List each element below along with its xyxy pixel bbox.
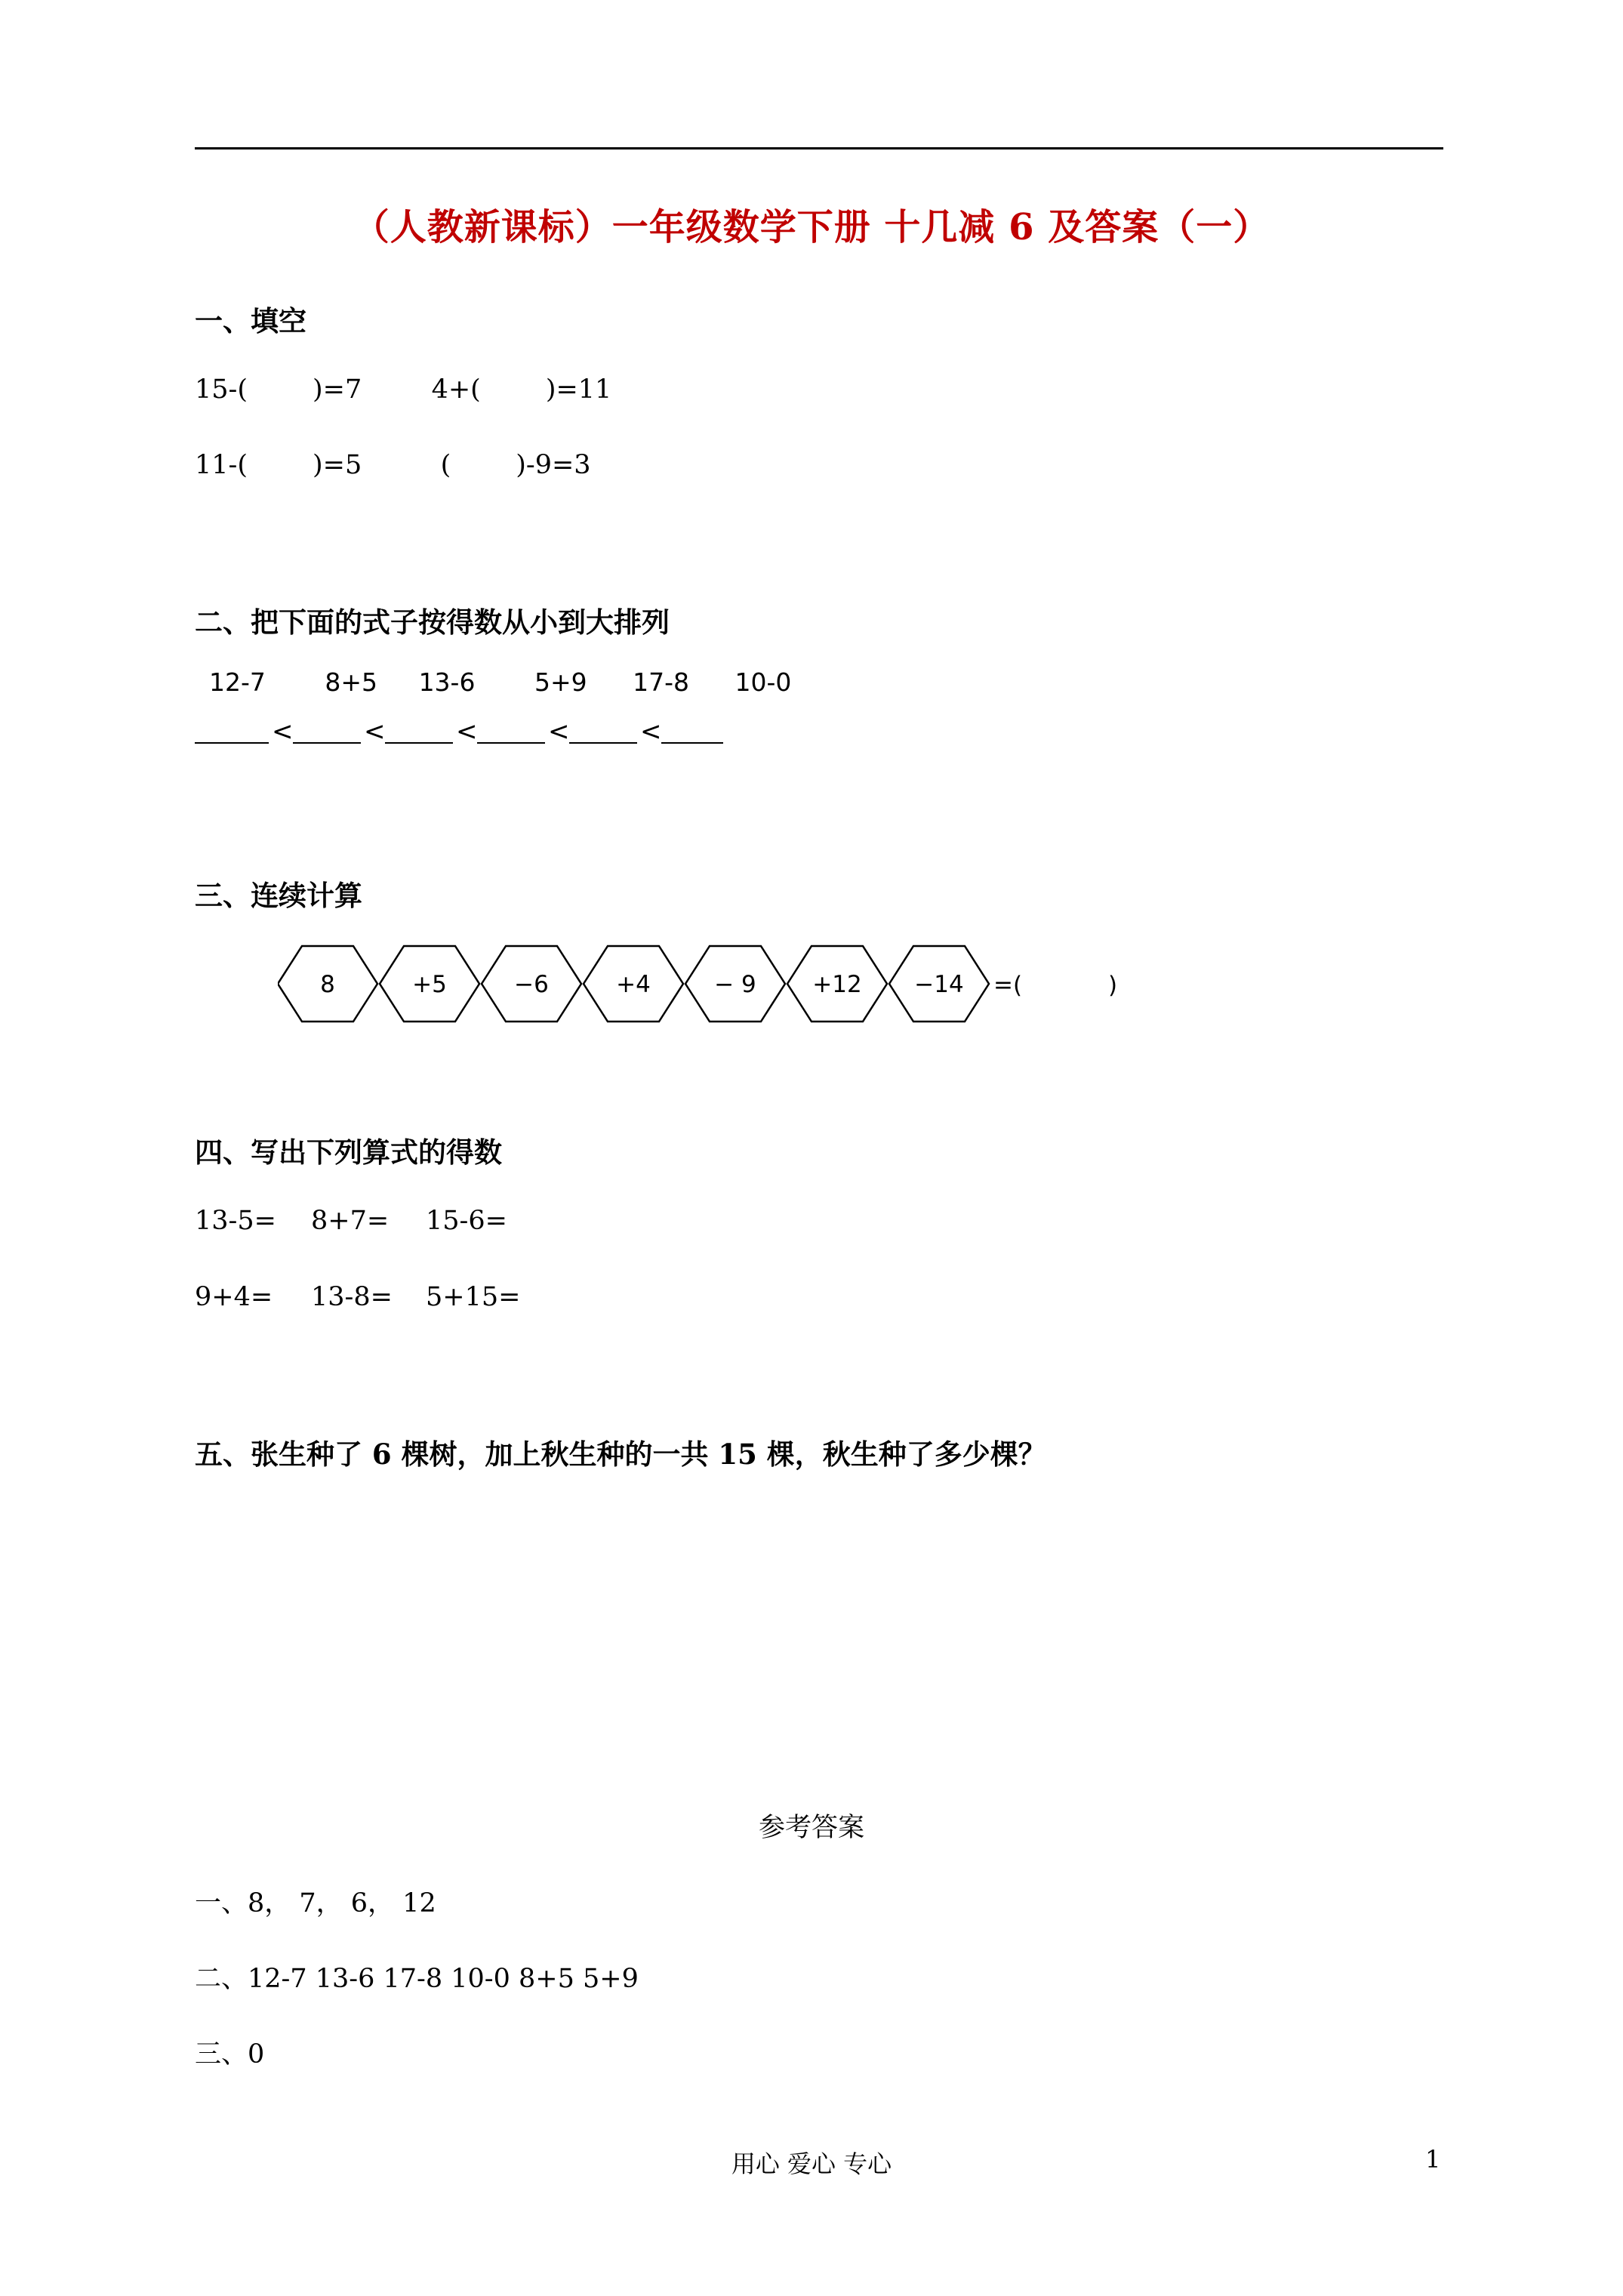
chain-value: +12 <box>812 971 862 998</box>
section-4-heading: 四、写出下列算式的得数 <box>195 1136 502 1169</box>
less-than-symbol: < <box>456 717 478 747</box>
page-number: 1 <box>1425 2145 1441 2174</box>
ordering-answer-line <box>195 714 723 752</box>
less-than-symbol: < <box>640 717 662 747</box>
calc-row-1 <box>195 1206 507 1236</box>
chain-value: − 9 <box>714 971 756 998</box>
less-than-symbol: < <box>272 717 294 747</box>
page-title: （人教新课标）一年级数学下册 十几减 6 及答案（一） <box>353 206 1270 248</box>
calc-item: 5+15= <box>426 1282 521 1312</box>
section-2-heading: 二、把下面的式子按得数从小到大排列 <box>195 606 670 639</box>
fill-blank-item: 11-( )=5 <box>195 450 362 480</box>
answer-2: 二、12-7 13-6 17-8 10-0 8+5 5+9 <box>195 1964 639 1994</box>
chain-value: −6 <box>514 971 549 998</box>
expression-item: 12-7 <box>209 667 266 697</box>
fill-blank-item: ( )-9=3 <box>440 450 591 480</box>
chain-value: +5 <box>412 971 447 998</box>
fill-blank-item: 15-( )=7 <box>195 374 362 405</box>
fill-blank-item: 4+( )=11 <box>431 374 612 405</box>
answer-1: 一、8， 7， 6， 12 <box>195 1888 436 1918</box>
expression-item: 13-6 <box>418 667 476 697</box>
section-3-heading: 三、连续计算 <box>195 879 362 912</box>
answer-3: 三、0 <box>195 2039 265 2069</box>
expression-item: 5+9 <box>534 667 587 697</box>
expression-item: 17-8 <box>633 667 690 697</box>
result-open: =( <box>993 972 1023 999</box>
calc-item: 13-5= <box>195 1206 276 1236</box>
answers-heading: 参考答案 <box>758 1813 864 1843</box>
header-rule <box>195 147 1443 149</box>
chain-value: −14 <box>914 971 964 998</box>
calc-item: 15-6= <box>426 1206 507 1236</box>
less-than-symbol: < <box>548 717 570 747</box>
section-1-heading: 一、填空 <box>195 304 306 337</box>
result-close: ) <box>1108 972 1118 999</box>
expression-list <box>209 667 791 697</box>
section-5-heading: 五、张生种了 6 棵树，加上秋生种的一共 15 棵，秋生种了多少棵？ <box>195 1438 1046 1471</box>
calculation-chain <box>278 938 1146 1029</box>
chain-value: +4 <box>616 971 651 998</box>
calc-row-2 <box>195 1282 520 1312</box>
expression-item: 10-0 <box>735 667 792 697</box>
expression-item: 8+5 <box>325 667 378 697</box>
fill-blank-row-1 <box>195 374 611 405</box>
less-than-symbol: < <box>364 717 386 747</box>
calc-item: 8+7= <box>311 1206 390 1236</box>
fill-blank-row-2 <box>195 450 591 480</box>
calc-item: 9+4= <box>195 1282 273 1312</box>
chain-value: 8 <box>320 971 335 998</box>
footer-motto: 用心 爱心 专心 <box>731 2150 892 2178</box>
calc-item: 13-8= <box>311 1282 393 1312</box>
